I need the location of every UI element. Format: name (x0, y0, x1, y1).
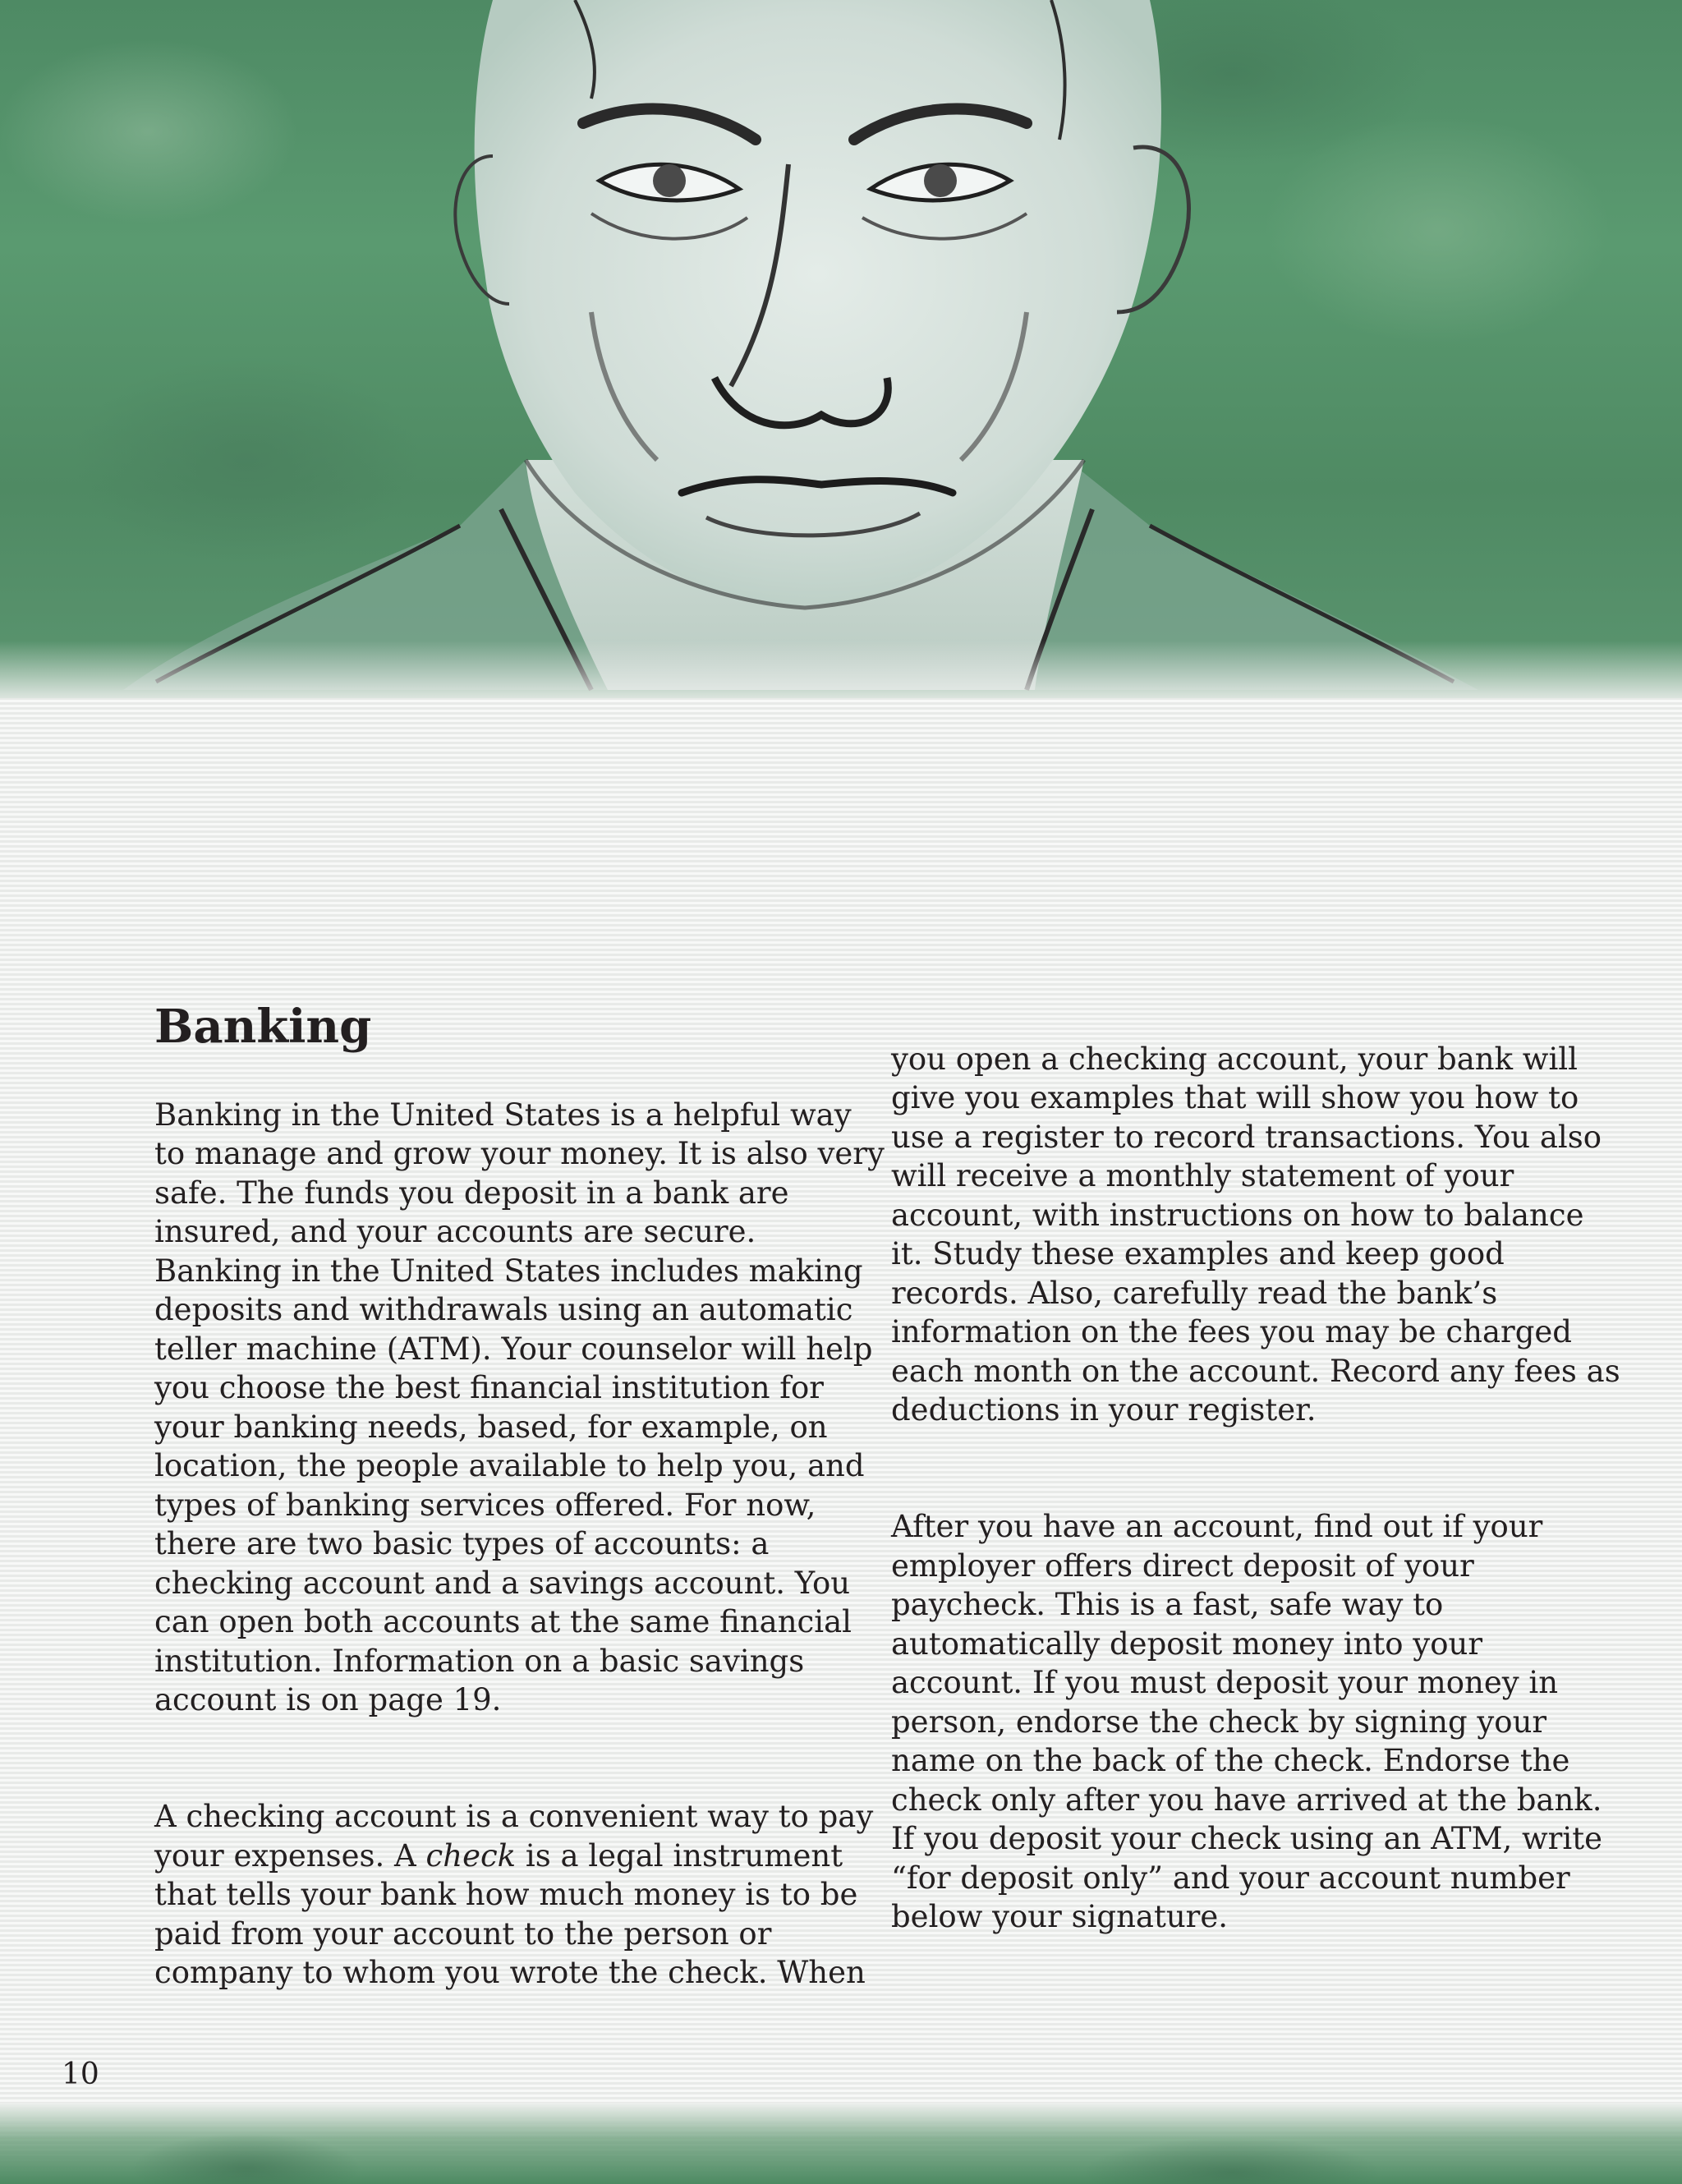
bottom-decorative-band (0, 2103, 1682, 2184)
right-paragraph-1: you open a checking account, your bank will give you examples that will show you how to use a register to record transactions. You also will receive a monthly statement of your account, with instructions on how to balance it. Study these examples and keep good records. Also, carefully read the bank’s information on the fees you may be charged each month on the account. Record any fees as deductions in your register. (891, 1041, 1620, 1428)
section-heading: Banking (154, 1000, 372, 1054)
sketch-portrait-illustration (0, 0, 1682, 698)
left-paragraph-2 (154, 1797, 885, 1993)
check-term: check (425, 1837, 517, 1874)
right-column (891, 1000, 1622, 2014)
left-column (154, 1056, 885, 2070)
right-paragraph-2: After you have an account, find out if your employer offers direct deposit of your paycheck. This is a fast, safe way to automatically deposit money into your account. If you must deposit your money in person, endorse the check by signing your name on the back of the check. Endorse the check only after you have arrived at the bank. If you deposit your check using an ATM, write “for deposit only” and your account number below your signature. (891, 1509, 1602, 1934)
left-paragraph-1: Banking in the United States is a helpful way to manage and grow your money. It is also very safe. The funds you deposit in a bank are insured, and your accounts are secure. Banking in the United States includes making deposits and withdrawals using an automatic teller machine (ATM). Your counselor will help you choose the best financial institution for your banking needs, based, for example, on location, the people available to help you, and types of banking services offered. For now, there are two basic types of accounts: a checking account and a savings account. You can open both accounts at the same financial institution. Information on a basic savings account is on page 19. (154, 1097, 885, 1717)
hero-illustration (0, 0, 1682, 698)
hero-fade (0, 641, 1682, 698)
left-paragraph-2-start: A checking account is a convenient way to pay your expenses. A (154, 1799, 874, 1874)
left-paragraph-2-end: is a legal instrument that tells your bank how much money is to be paid from your account to the person or company to whom you wrote the check. When (154, 1837, 866, 1990)
page-number: 10 (62, 2058, 99, 2091)
